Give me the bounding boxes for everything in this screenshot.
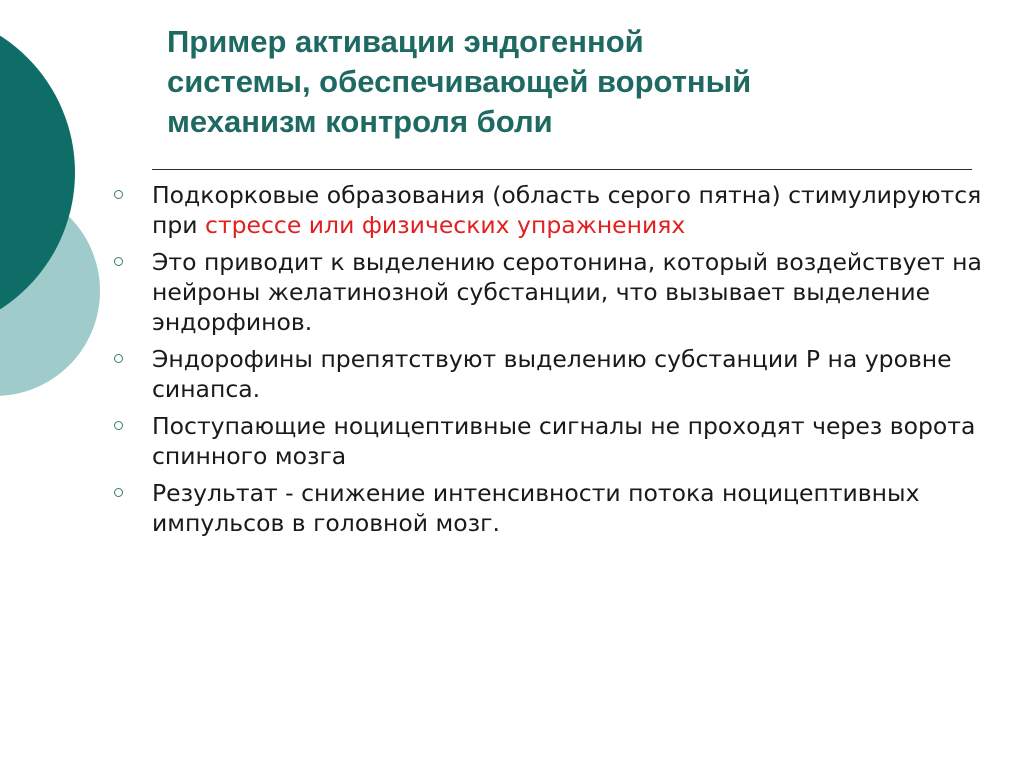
bullet-circle-icon [114, 257, 123, 266]
bullet-text-main: Эндорофины препятствуют выделению субстанции Р на уровне синапса. [152, 345, 952, 403]
bullet-circle-icon [114, 421, 123, 430]
title-divider [152, 169, 972, 170]
bullet-list [110, 180, 990, 545]
bullet-item-2 [110, 247, 990, 337]
slide-title-line-3: механизм контроля боли [167, 104, 553, 139]
bullet-text-main: Результат - снижение интенсивности потока ноцицептивных импульсов в головной мозг. [152, 479, 920, 537]
bullet-text-main: Подкорковые образования (область серого пятна) стимулируются при [152, 181, 982, 239]
slide-title [167, 22, 967, 142]
bullet-circle-icon [114, 190, 123, 199]
bullet-text-main: Поступающие ноцицептивные сигналы не проходят через ворота спинного мозга [152, 412, 976, 470]
bullet-item-5 [110, 478, 990, 538]
bullet-circle-icon [114, 488, 123, 497]
bullet-text [152, 411, 990, 471]
bullet-text-highlight: стрессе или физических упражнениях [205, 211, 686, 239]
bullet-item-3 [110, 344, 990, 404]
slide-title-line-1: Пример активации эндогенной [167, 24, 644, 59]
bullet-item-4 [110, 411, 990, 471]
bullet-text [152, 344, 990, 404]
bullet-text [152, 247, 990, 337]
bullet-text [152, 478, 990, 538]
bullet-item-1 [110, 180, 990, 240]
bullet-circle-icon [114, 354, 123, 363]
bullet-text [152, 180, 990, 240]
bullet-text-main: Это приводит к выделению серотонина, который воздействует на нейроны желатинозной субстанции, что вызывает выделение эндорфинов. [152, 248, 982, 336]
slide-title-line-2: системы, обеспечивающей воротный [167, 64, 752, 99]
